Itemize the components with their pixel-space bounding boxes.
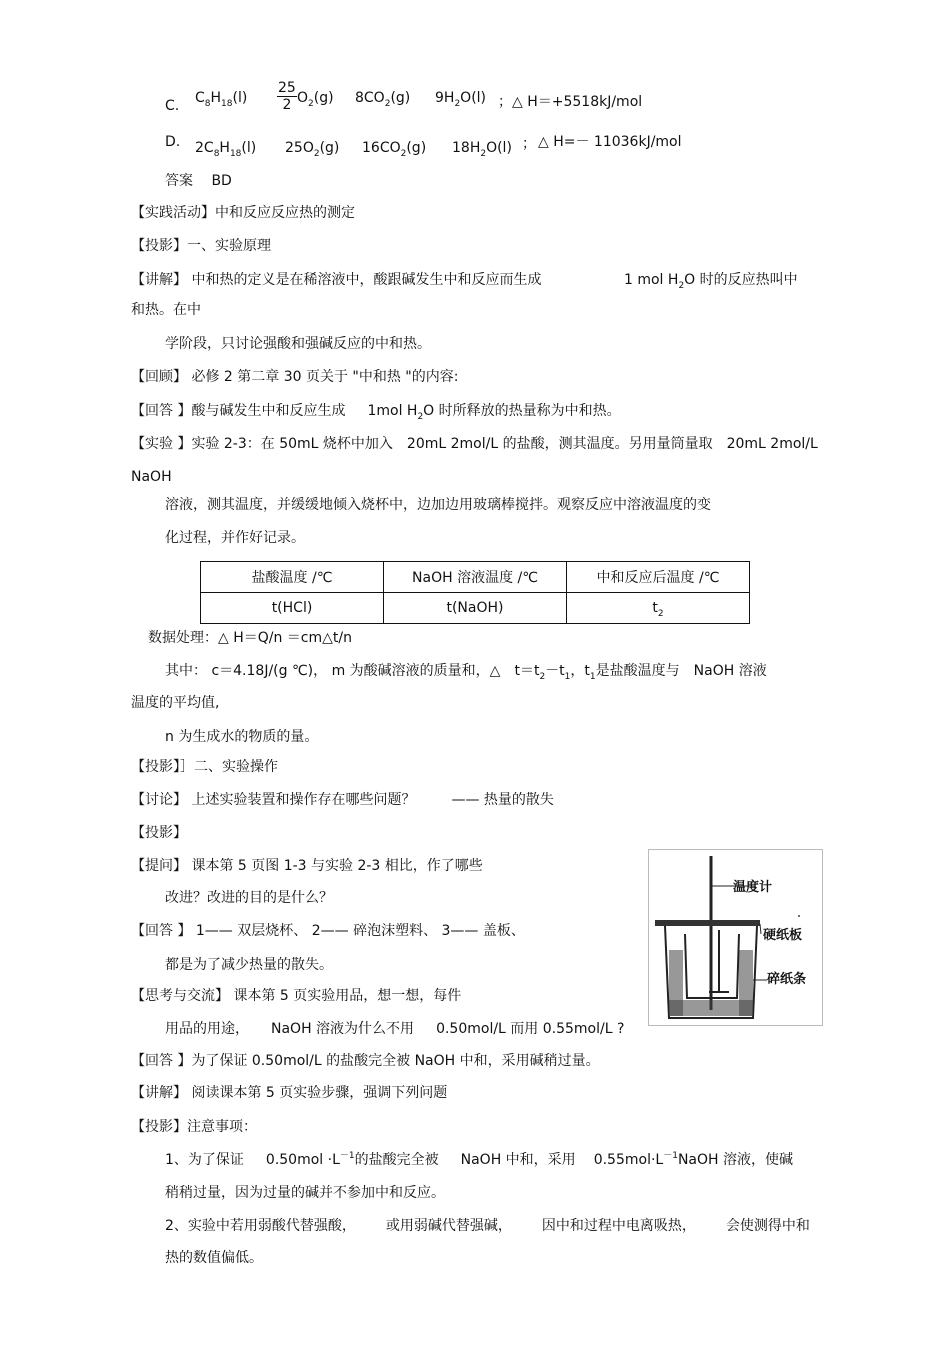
option-d-label: D. bbox=[165, 134, 181, 150]
table-header: 盐酸温度 /℃ bbox=[201, 562, 384, 593]
line-note-2-cont: 热的数值偏低。 bbox=[165, 1250, 263, 1266]
line-explain-cont: 和热。在中 bbox=[131, 302, 201, 318]
line-experiment: 【实验 】实验 2-3：在 50mL 烧杯中加入 20mL 2mol/L 的盐酸，测其温度。另用量筒量取 20mL 2mol/L bbox=[131, 436, 818, 452]
line-data-processing: 数据处理：△ H＝Q/n ＝cm△t/n bbox=[148, 630, 352, 646]
table-cell: t(HCl) bbox=[201, 593, 384, 624]
table-row bbox=[201, 593, 750, 624]
option-d-h2o: $18H_2O(l)$ bbox=[452, 140, 512, 159]
table-cell: $t_2$ bbox=[567, 593, 750, 624]
line-projection-operation: 【投影】］二、实验操作 bbox=[131, 759, 278, 775]
line-where: 其中： c＝4.18J/(g ℃)， m 为酸碱溶液的质量和，△ $t=t_2-t_1$，$t_1$是盐酸温度与 NaOH 溶液 bbox=[165, 663, 767, 682]
line-record: 化过程，并作好记录。 bbox=[165, 530, 305, 546]
option-c-delta-h: ；△ H＝+5518kJ/mol bbox=[498, 94, 643, 110]
answer-label: 答案 bbox=[165, 173, 193, 189]
line-average: 温度的平均值, bbox=[131, 695, 220, 711]
line-explain-steps: 【讲解】 阅读课本第 5 页实验步骤，强调下列问题 bbox=[131, 1085, 448, 1101]
line-answer-improve: 【回答 】 1—— 双层烧杯、 2—— 碎泡沫塑料、 3—— 盖板、 bbox=[131, 923, 525, 939]
apparatus-figure bbox=[648, 849, 823, 1026]
line-answer-excess: 【回答 】为了保证 0.50mol/L 的盐酸完全被 NaOH 中和，采用碱稍过量。 bbox=[131, 1053, 600, 1069]
line-explain-definition: 【讲解】 中和热的定义是在稀溶液中，酸跟碱发生中和反应而生成 bbox=[131, 272, 542, 288]
answer bbox=[165, 171, 232, 191]
option-d-c8h18: $2C_8H_{18}(l)$ bbox=[195, 140, 257, 159]
line-projection-notes: 【投影】注意事项： bbox=[131, 1119, 257, 1135]
option-c-co2: $8CO_2(g)$ bbox=[355, 90, 411, 109]
line-answer-definition: 【回答 】酸与碱发生中和反应生成 1mol $H_2O$ 时所释放的热量称为中和热。 bbox=[131, 403, 621, 422]
line-think-exchange: 【思考与交流】 课本第 5 页实验用品，想一想，每件 bbox=[131, 988, 462, 1004]
option-c-o2: $O_2(g)$ bbox=[297, 90, 334, 109]
line-high-school: 学阶段，只讨论强酸和强碱反应的中和热。 bbox=[165, 336, 431, 352]
line-naoh: NaOH bbox=[131, 469, 172, 485]
option-d-co2: $16CO_2(g)$ bbox=[362, 140, 427, 159]
label-cover-board: 硬纸板 bbox=[763, 928, 803, 943]
table-header: NaOH 溶液温度 /℃ bbox=[384, 562, 567, 593]
line-note-2: 2、实验中若用弱酸代替强酸， 或用弱碱代替强碱， 因中和过程中电离吸热， 会使测得中和 bbox=[165, 1218, 810, 1234]
label-thermometer: 温度计 bbox=[733, 880, 773, 895]
line-explain-definition-tail: 1 mol $H_2O$ 时的反应热叫中 bbox=[624, 272, 798, 291]
line-review: 【回顾】 必修 2 第二章 30 页关于 "中和热 "的内容: bbox=[131, 369, 459, 385]
line-n: n 为生成水的物质的量。 bbox=[165, 729, 319, 745]
option-d-o2: $25O_2(g)$ bbox=[285, 140, 340, 159]
option-c-coefficient: $\frac{25}{2}$ bbox=[278, 80, 296, 113]
option-d-delta-h: △ H=－ 11036kJ/mol bbox=[538, 134, 682, 150]
table-cell: t(NaOH) bbox=[384, 593, 567, 624]
line-note-1-cont: 稍稍过量，因为过量的碱并不参加中和反应。 bbox=[165, 1185, 445, 1201]
table-header: 中和反应后温度 /℃ bbox=[567, 562, 750, 593]
cover-board-icon bbox=[655, 920, 760, 926]
option-c-c8h18: $C_8H_{18}(l)$ bbox=[195, 90, 248, 109]
label-paper-strips: 碎纸条 bbox=[767, 972, 807, 987]
line-practice-activity: 【实践活动】中和反应反应热的测定 bbox=[131, 205, 355, 221]
temperature-table bbox=[200, 561, 750, 624]
line-discussion: 【讨论】 上述实验装置和操作存在哪些问题？ —— 热量的散失 bbox=[131, 792, 554, 808]
line-question-cont: 改进？改进的目的是什么？ bbox=[165, 890, 333, 906]
line-projection-principle: 【投影】一、实验原理 bbox=[131, 238, 271, 254]
line-question: 【提问】 课本第 5 页图 1-3 与实验 2-3 相比，作了哪些 bbox=[131, 858, 483, 874]
line-note-1: 1、为了保证 $0.50mol \cdot L^{-1}$的盐酸完全被 NaOH 中和，采用 $0.55mol\cdot L^{-1}NaOH$ 溶液，使碱 bbox=[165, 1151, 793, 1168]
option-d-separator: ； bbox=[522, 136, 536, 152]
option-c-h2o: $9H_2O(l)$ bbox=[435, 90, 487, 109]
line-usage: 用品的用途， NaOH 溶液为什么不用 0.50mol/L 而用 0.55mol/L ? bbox=[165, 1021, 625, 1037]
answer-value: BD bbox=[211, 173, 232, 189]
option-c-label: C. bbox=[165, 98, 180, 114]
line-solution: 溶液，测其温度，并缓缓地倾入烧杯中，边加边用玻璃棒搅拌。观察反应中溶液温度的变 bbox=[165, 497, 711, 513]
line-reduce-heat: 都是为了减少热量的散失。 bbox=[165, 957, 333, 973]
table-header-row bbox=[201, 562, 750, 593]
line-projection: 【投影】 bbox=[131, 825, 187, 841]
